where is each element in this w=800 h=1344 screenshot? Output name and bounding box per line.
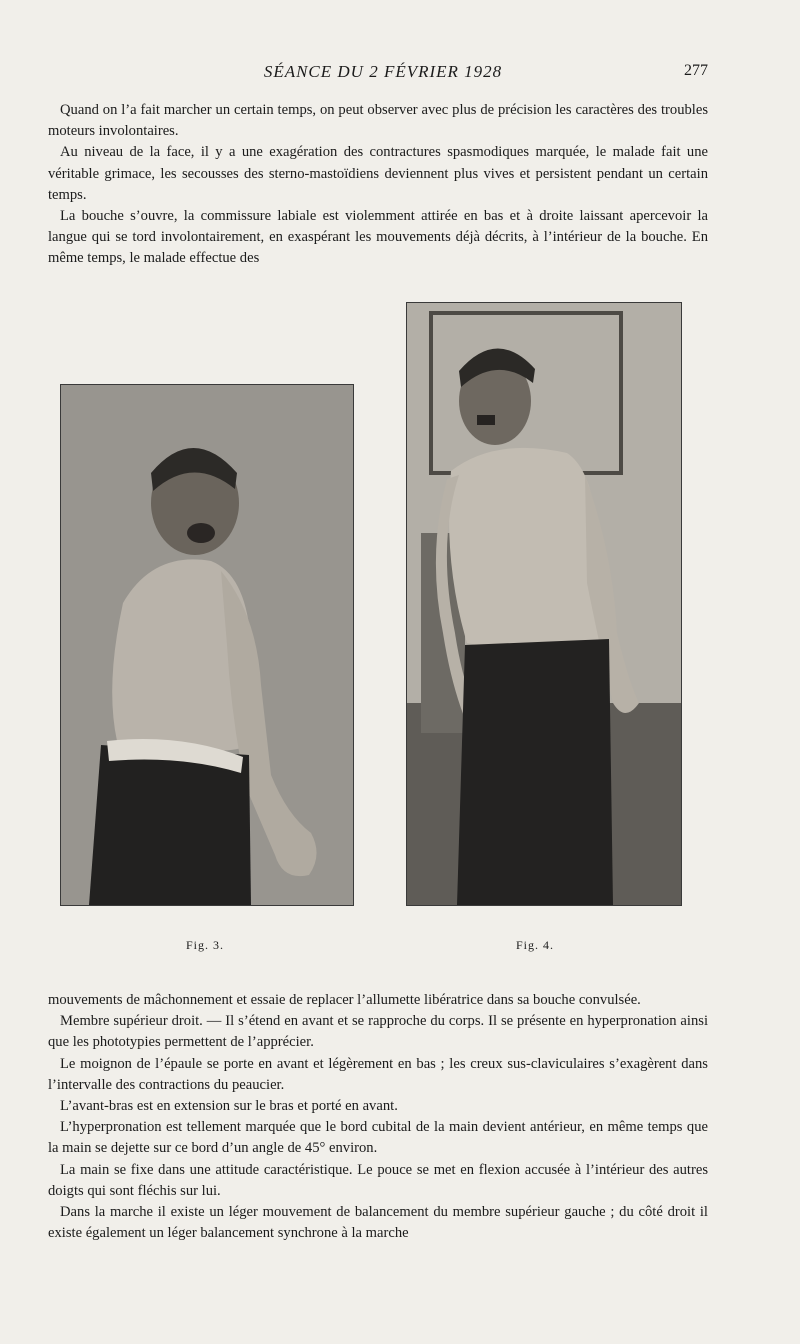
paragraph: La main se fixe dans une attitude caractéristique. Le pouce se met en flexion accusée à l’intérieur des autres doigts qui sont fléchis sur lui. — [48, 1161, 708, 1199]
patient-photo-left — [61, 385, 353, 905]
running-header — [58, 62, 708, 84]
paragraph: Le moignon de l’épaule se porte en avant et légèrement en bas ; les creux sus-claviculaires s’exagèrent dans l’intervalle des contractions du peaucier. — [48, 1055, 708, 1093]
figure-3-caption: Fig. 3. — [186, 938, 225, 952]
paragraph: L’hyperpronation est tellement marquée que le bord cubital de la main devient antérieur, en même temps que la main se dejette sur ce bord d’un angle de 45° environ. — [48, 1119, 708, 1157]
paragraph: Au niveau de la face, il y a une exagération des contractures spasmodiques marquée, le malade fait une véritable grimace, les secousses des sterno-mastoïdiens deviennent plus vives et persistent pendant un certain temps. — [48, 144, 708, 203]
page-number: 277 — [684, 62, 708, 79]
patient-photo-right — [407, 303, 681, 905]
figure-3-photo — [60, 384, 354, 906]
figure-4-caption: Fig. 4. — [516, 938, 555, 952]
paragraph: L’avant-bras est en extension sur le bras et porté en avant. — [60, 1098, 398, 1115]
figure-4-photo — [406, 302, 682, 906]
body-text-bottom — [48, 990, 708, 1244]
paragraph: Dans la marche il existe un léger mouvement de balancement du membre supérieur gauche ; du côté droit il existe également un léger balancement synchrone à la marche — [48, 1204, 708, 1242]
body-text-top — [48, 100, 708, 270]
paragraph: Quand on l’a fait marcher un certain temps, on peut observer avec plus de précision les caractères des troubles moteurs involontaires. — [48, 102, 708, 140]
paragraph: La bouche s’ouvre, la commissure labiale est violemment attirée en bas et à droite laissant apercevoir la langue qui se tord involontairement, en exaspérant les mouvements déjà décrits, à l’intérieur de la bouche. En même temps, le malade effectue des — [48, 208, 708, 267]
paragraph: Membre supérieur droit. — Il s’étend en avant et se rapproche du corps. Il se présente en hyperpronation ainsi que les phototypies permettent de l’apprécier. — [48, 1013, 708, 1051]
header-title: SÉANCE DU 2 FÉVRIER 1928 — [263, 62, 503, 81]
paragraph: mouvements de mâchonnement et essaie de replacer l’allumette libératrice dans sa bouche convulsée. — [48, 992, 641, 1008]
